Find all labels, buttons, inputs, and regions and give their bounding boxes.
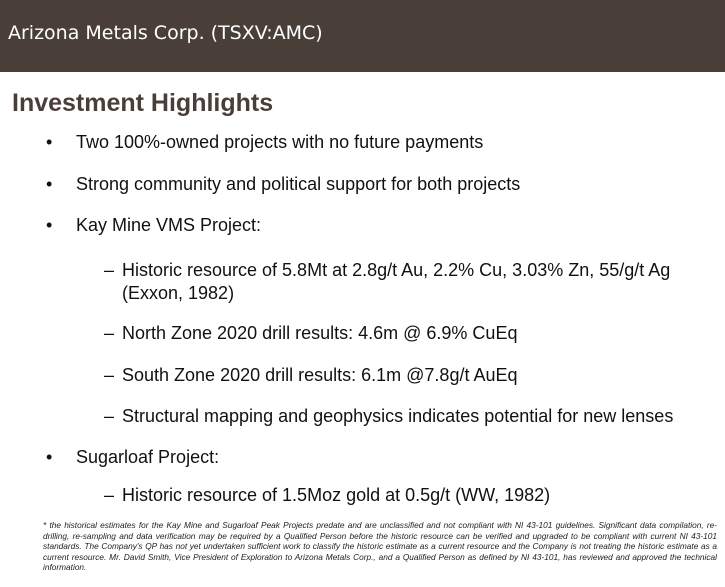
dash-icon: – [104,323,115,343]
header-bar [0,0,725,72]
bullet-text: Sugarloaf Project: [76,447,220,467]
sub-bullet-text: Structural mapping and geophysics indicates potential for new lenses [122,406,674,426]
sub-bullet-text: North Zone 2020 drill results: 4.6m @ 6.9% CuEq [122,323,518,343]
bullet-icon: • [46,132,53,152]
bullet-text: Kay Mine VMS Project: [76,215,262,235]
slide-title: Investment Highlights [12,89,274,117]
dash-icon: – [104,365,115,385]
dash-icon: – [104,485,115,505]
bullet-icon: • [46,215,53,235]
bullet-text: Two 100%-owned projects with no future payments [76,132,484,152]
company-title: Arizona Metals Corp. (TSXV:AMC) [8,22,323,44]
bullet-icon: • [46,174,53,194]
disclaimer-footnote: * the historical estimates for the Kay Mine and Sugarloaf Peak Projects predate and are unclassified and not compliant with NI 43-101 guidelines. Significant data compilation, re-drilling, re-sampling and data verification may be required by a Qualified Person before the historic resource can be verified and upgraded to be compliant with current NI 43-101 standards. The Company's QP has not yet undertaken sufficient work to classify the historic estimate as a current resource and the Company is not treating the historic estimate as a current resource. Mr. David Smith, Vice President of Exploration to Arizona Metals Corp., and a Qualified Person as defined by NI 43-101, has reviewed and approved the technical information. [43,520,717,573]
bullet-text: Strong community and political support for both projects [76,174,521,194]
sub-bullet-text: South Zone 2020 drill results: 6.1m @7.8g/t AuEq [122,365,518,385]
dash-icon: – [104,406,115,426]
sub-bullet-text: Historic resource of 5.8Mt at 2.8g/t Au, 2.2% Cu, 3.03% Zn, 55/g/t Ag (Exxon, 1982) [122,260,671,303]
bullet-icon: • [46,447,53,467]
dash-icon: – [104,260,115,280]
sub-bullet-text: Historic resource of 1.5Moz gold at 0.5g/t (WW, 1982) [122,485,551,505]
